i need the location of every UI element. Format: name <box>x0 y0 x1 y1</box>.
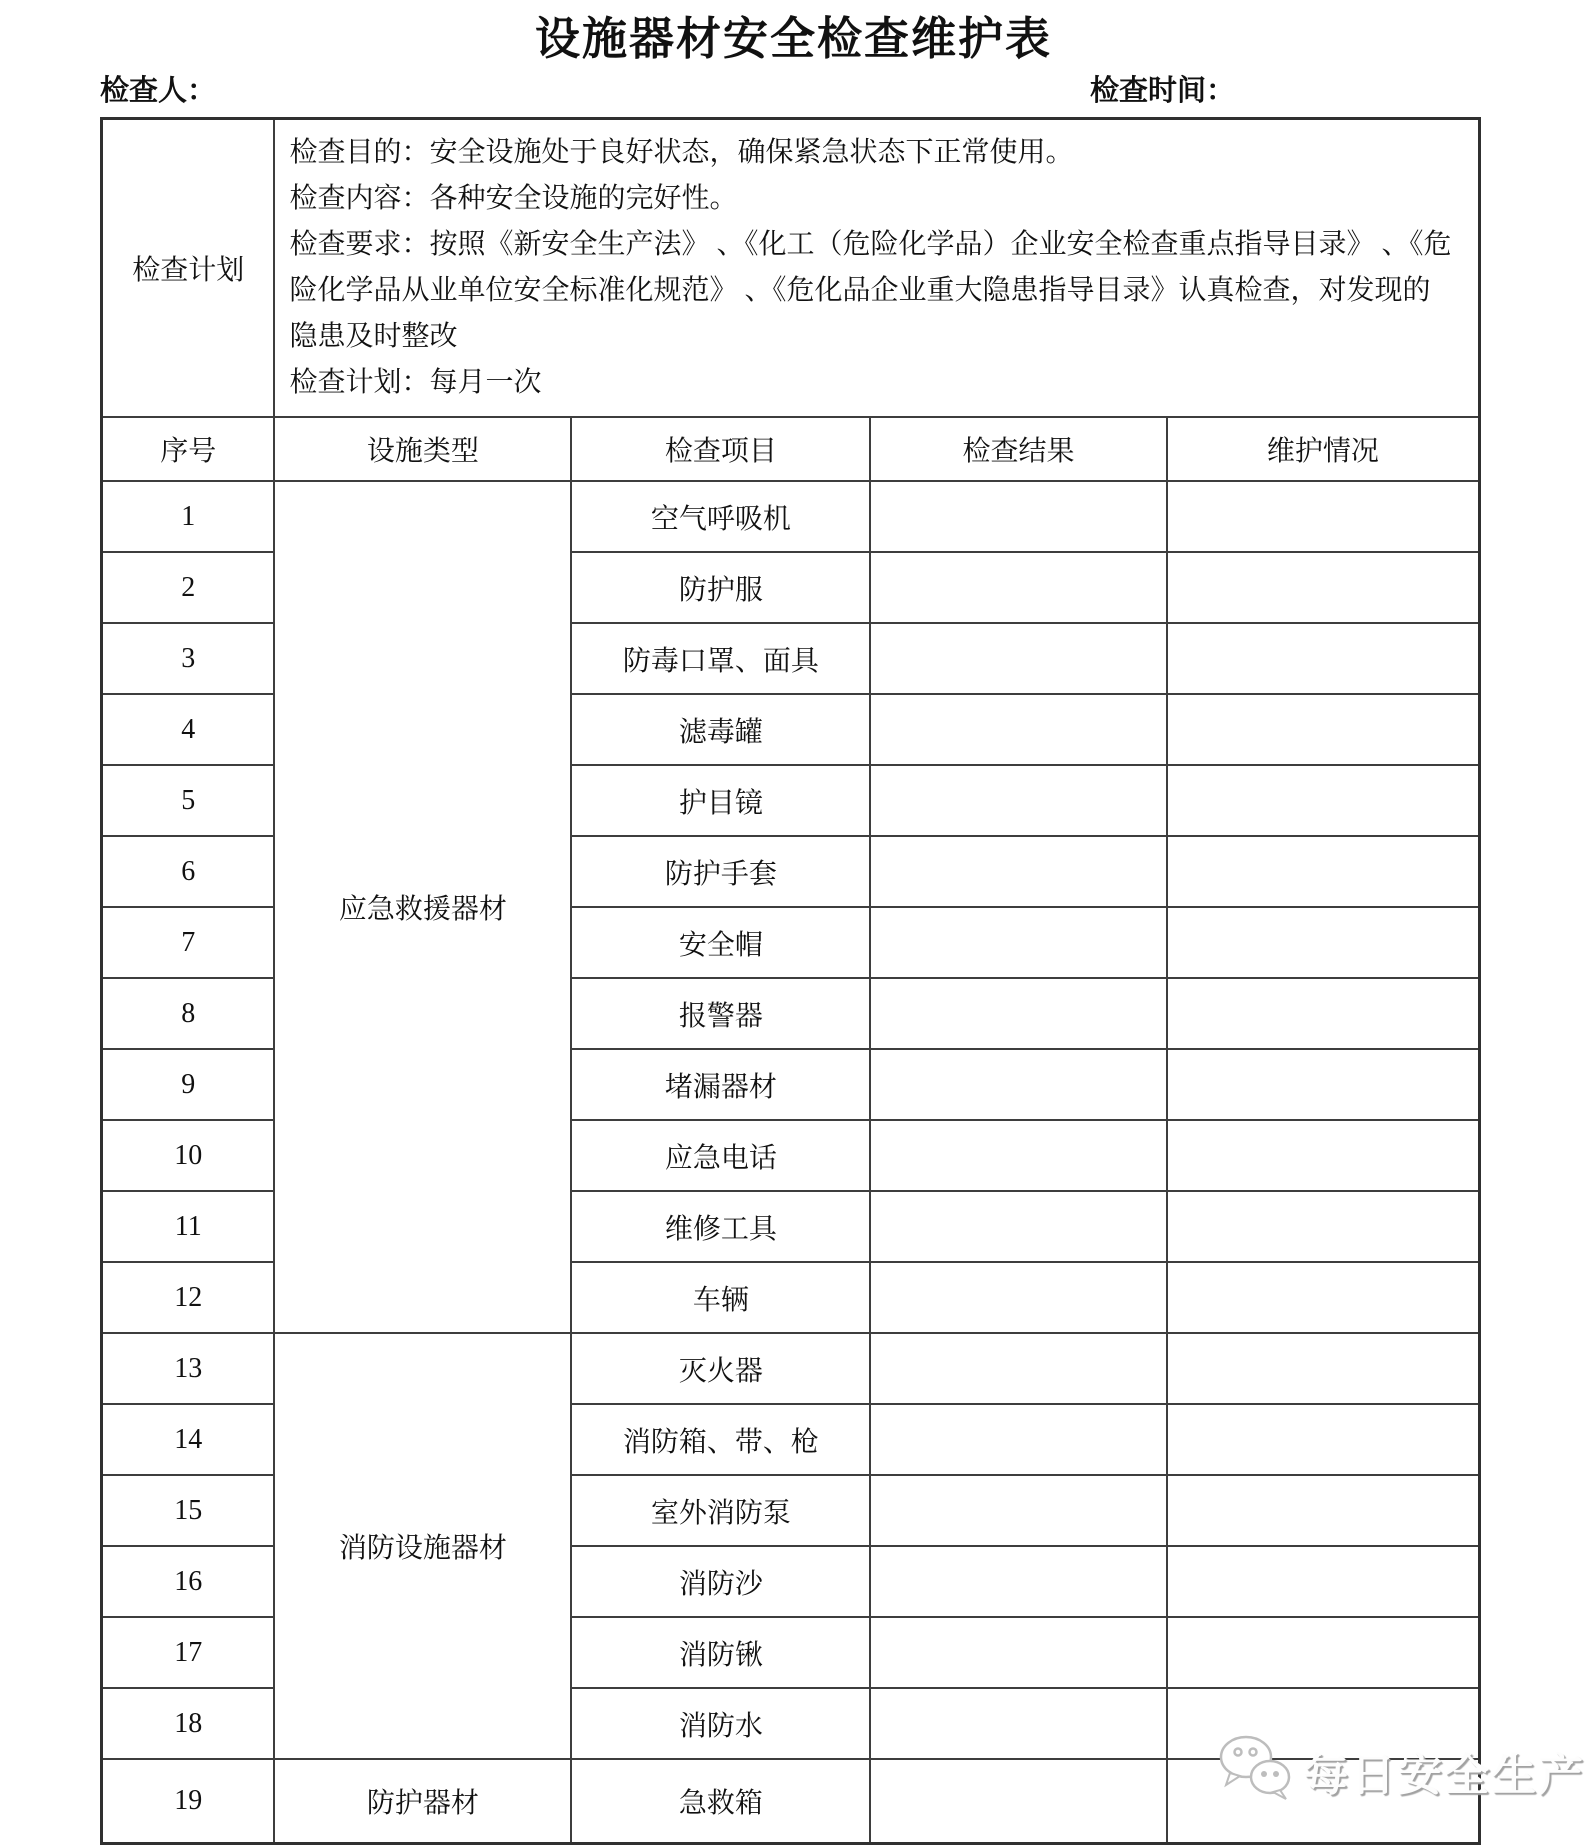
result-cell <box>870 1191 1166 1262</box>
plan-row <box>102 119 1480 418</box>
watermark-text: 每日安全生产 <box>1304 1750 1586 1800</box>
table-row <box>102 1333 1480 1404</box>
item-cell: 防护服 <box>571 552 870 623</box>
no-cell: 18 <box>102 1688 275 1759</box>
result-cell <box>870 1759 1166 1844</box>
maintenance-cell <box>1167 907 1480 978</box>
result-cell <box>870 978 1166 1049</box>
item-cell: 防护手套 <box>571 836 870 907</box>
result-cell <box>870 552 1166 623</box>
result-cell <box>870 1262 1166 1333</box>
plan-line: 检查内容：各种安全设施的完好性。 <box>289 183 738 214</box>
meta-row <box>100 68 1481 109</box>
plan-label-cell: 检查计划 <box>102 119 275 418</box>
result-cell <box>870 481 1166 552</box>
plan-line: 检查要求：按照《新安全生产法》 、《化工（危险化学品）企业安全检查重点指导目录》 、《危 <box>289 229 1452 260</box>
type-cell-protective: 防护器材 <box>274 1759 571 1844</box>
item-cell: 室外消防泵 <box>571 1475 870 1546</box>
maintenance-cell <box>1167 1333 1480 1404</box>
no-cell: 6 <box>102 836 275 907</box>
item-cell: 空气呼吸机 <box>571 481 870 552</box>
maintenance-cell <box>1167 1759 1480 1844</box>
no-cell: 13 <box>102 1333 275 1404</box>
header-item: 检查项目 <box>571 417 870 481</box>
plan-line: 检查计划：每月一次 <box>289 367 542 398</box>
item-cell: 车辆 <box>571 1262 870 1333</box>
result-cell <box>870 765 1166 836</box>
item-cell: 护目镜 <box>571 765 870 836</box>
no-cell: 2 <box>102 552 275 623</box>
maintenance-cell <box>1167 1475 1480 1546</box>
result-cell <box>870 1688 1166 1759</box>
no-cell: 10 <box>102 1120 275 1191</box>
item-cell: 消防沙 <box>571 1546 870 1617</box>
result-cell <box>870 623 1166 694</box>
header-type: 设施类型 <box>274 417 571 481</box>
item-cell: 维修工具 <box>571 1191 870 1262</box>
item-cell: 安全帽 <box>571 907 870 978</box>
no-cell: 12 <box>102 1262 275 1333</box>
maintenance-cell <box>1167 1688 1480 1759</box>
result-cell <box>870 836 1166 907</box>
maintenance-cell <box>1167 694 1480 765</box>
table-row <box>102 1759 1480 1844</box>
result-cell <box>870 907 1166 978</box>
no-cell: 15 <box>102 1475 275 1546</box>
page-title: 设施器材安全检查维护表 <box>534 14 1052 64</box>
item-cell: 滤毒罐 <box>571 694 870 765</box>
maintenance-cell <box>1167 1404 1480 1475</box>
no-cell: 4 <box>102 694 275 765</box>
plan-line: 险化学品从业单位安全标准化规范》 、《危化品企业重大隐患指导目录》认真检查，对发现的 <box>289 275 1431 306</box>
result-cell <box>870 1404 1166 1475</box>
maintenance-cell <box>1167 1617 1480 1688</box>
item-cell: 报警器 <box>571 978 870 1049</box>
no-cell: 3 <box>102 623 275 694</box>
maintenance-cell <box>1167 1120 1480 1191</box>
no-cell: 14 <box>102 1404 275 1475</box>
plan-line: 检查目的：安全设施处于良好状态，确保紧急状态下正常使用。 <box>289 137 1074 168</box>
no-cell: 16 <box>102 1546 275 1617</box>
no-cell: 8 <box>102 978 275 1049</box>
maintenance-cell <box>1167 836 1480 907</box>
maintenance-cell <box>1167 481 1480 552</box>
inspector-label: 检查人： <box>100 75 217 107</box>
header-maintenance: 维护情况 <box>1167 417 1480 481</box>
no-cell: 9 <box>102 1049 275 1120</box>
maintenance-cell <box>1167 765 1480 836</box>
result-cell <box>870 1617 1166 1688</box>
type-cell-fire-fighting: 消防设施器材 <box>274 1333 571 1759</box>
maintenance-cell <box>1167 623 1480 694</box>
no-cell: 7 <box>102 907 275 978</box>
inspection-time-label: 检查时间： <box>1090 75 1236 107</box>
result-cell <box>870 1049 1166 1120</box>
no-cell: 11 <box>102 1191 275 1262</box>
item-cell: 消防箱、带、枪 <box>571 1404 870 1475</box>
item-cell: 应急电话 <box>571 1120 870 1191</box>
maintenance-cell <box>1167 1191 1480 1262</box>
result-cell <box>870 1546 1166 1617</box>
maintenance-cell <box>1167 552 1480 623</box>
item-cell: 消防水 <box>571 1688 870 1759</box>
item-cell: 消防锹 <box>571 1617 870 1688</box>
item-cell: 堵漏器材 <box>571 1049 870 1120</box>
header-no: 序号 <box>102 417 275 481</box>
item-cell: 灭火器 <box>571 1333 870 1404</box>
inspection-table <box>100 117 1481 1845</box>
type-cell-emergency-rescue: 应急救援器材 <box>274 481 571 1333</box>
no-cell: 19 <box>102 1759 275 1844</box>
item-cell: 防毒口罩、面具 <box>571 623 870 694</box>
maintenance-cell <box>1167 1546 1480 1617</box>
header-result: 检查结果 <box>870 417 1166 481</box>
no-cell: 17 <box>102 1617 275 1688</box>
plan-line: 隐患及时整改 <box>289 321 458 352</box>
result-cell <box>870 1475 1166 1546</box>
maintenance-cell <box>1167 978 1480 1049</box>
table-row <box>102 481 1480 552</box>
table-header-row <box>102 417 1480 481</box>
no-cell: 5 <box>102 765 275 836</box>
no-cell: 1 <box>102 481 275 552</box>
plan-text-cell <box>274 119 1479 418</box>
result-cell <box>870 1333 1166 1404</box>
maintenance-cell <box>1167 1049 1480 1120</box>
result-cell <box>870 1120 1166 1191</box>
item-cell: 急救箱 <box>571 1759 870 1844</box>
result-cell <box>870 694 1166 765</box>
plan-text <box>275 120 1478 416</box>
maintenance-cell <box>1167 1262 1480 1333</box>
